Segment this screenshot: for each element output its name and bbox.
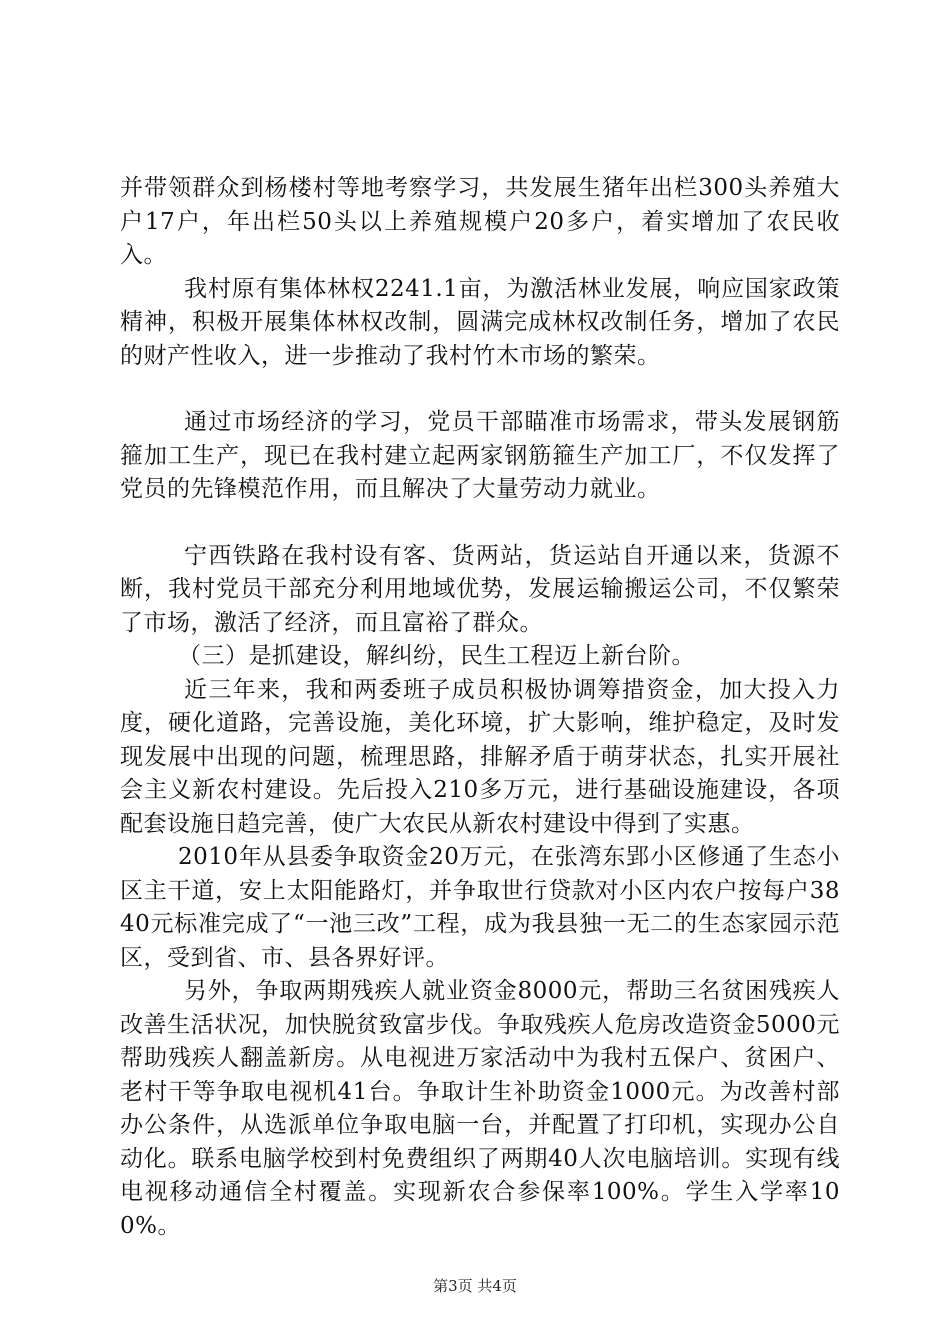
paragraph-infrastructure: 近三年来，我和两委班子成员积极协调筹措资金，加大投入力度，硬化道路，完善设施，美化环境，扩大影响，维护稳定，及时发现发展中出现的问题，梳理思路，排解矛盾于萌芽状态，扎实开展社会主义新农村建设。先后投入210多万元，进行基础设施建设，各项配套设施日趋完善，使广大农民从新农村建设中得到了实惠。 [120,676,840,837]
paragraph-eco-community: 2010年从县委争取资金20万元，在张湾东郢小区修通了生态小区主干道，安上太阳能路灯，并争取世行贷款对小区内农户按每户3840元标准完成了“一池三改”工程，成为我县独一无二的生态家园示范区，受到省、市、县各界好评。 [120,844,840,971]
paragraph-gap [120,373,840,406]
paragraph-railway: 宁西铁路在我村设有客、货两站，货运站自开通以来，货源不断，我村党员干部充分利用地域优势，发展运输搬运公司，不仅繁荣了市场，激活了经济，而且富裕了群众。 [120,542,840,636]
paragraph-gap [120,507,840,540]
paragraph-steel-hoop: 通过市场经济的学习，党员干部瞄准市场需求，带头发展钢筋箍加工生产，现已在我村建立起两家钢筋箍生产加工厂，不仅发挥了党员的先锋模范作用，而且解决了大量劳动力就业。 [120,409,840,502]
paragraph-pig-farming: 并带领群众到杨楼村等地考察学习，共发展生猪年出栏300头养殖大户17户，年出栏50头以上养殖规模户20多户，着实增加了农民收入。 [120,175,840,268]
section-heading-3: （三）是抓建设，解纠纷，民生工程迈上新台阶。 [178,643,695,669]
page-number-footer: 第3页 共4页 [433,1277,517,1295]
paragraph-forest-rights: 我村原有集体林权2241.1亩，为激活林业发展，响应国家政策精神，积极开展集体林权改制，圆满完成林权改制任务，增加了农民的财产性收入，进一步推动了我村竹木市场的繁荣。 [120,275,840,369]
paragraph-assistance: 另外，争取两期残疾人就业资金8000元，帮助三名贫困残疾人改善生活状况，加快脱贫致富步伐。争取残疾人危房改造资金5000元帮助残疾人翻盖新房。从电视进万家活动中为我村五保户、贫困户、老村干等争取电视机41台。争取计生补助资金1000元。为改善村部办公条件，从选派单位争取电脑一台，并配置了打印机，实现办公自动化。联系电脑学校到村免费组织了两期40人次电脑培训。实现有线电视移动通信全村覆盖。实现新农合参保率100%。学生入学率100%。 [120,978,840,1239]
document-body [120,172,840,1243]
